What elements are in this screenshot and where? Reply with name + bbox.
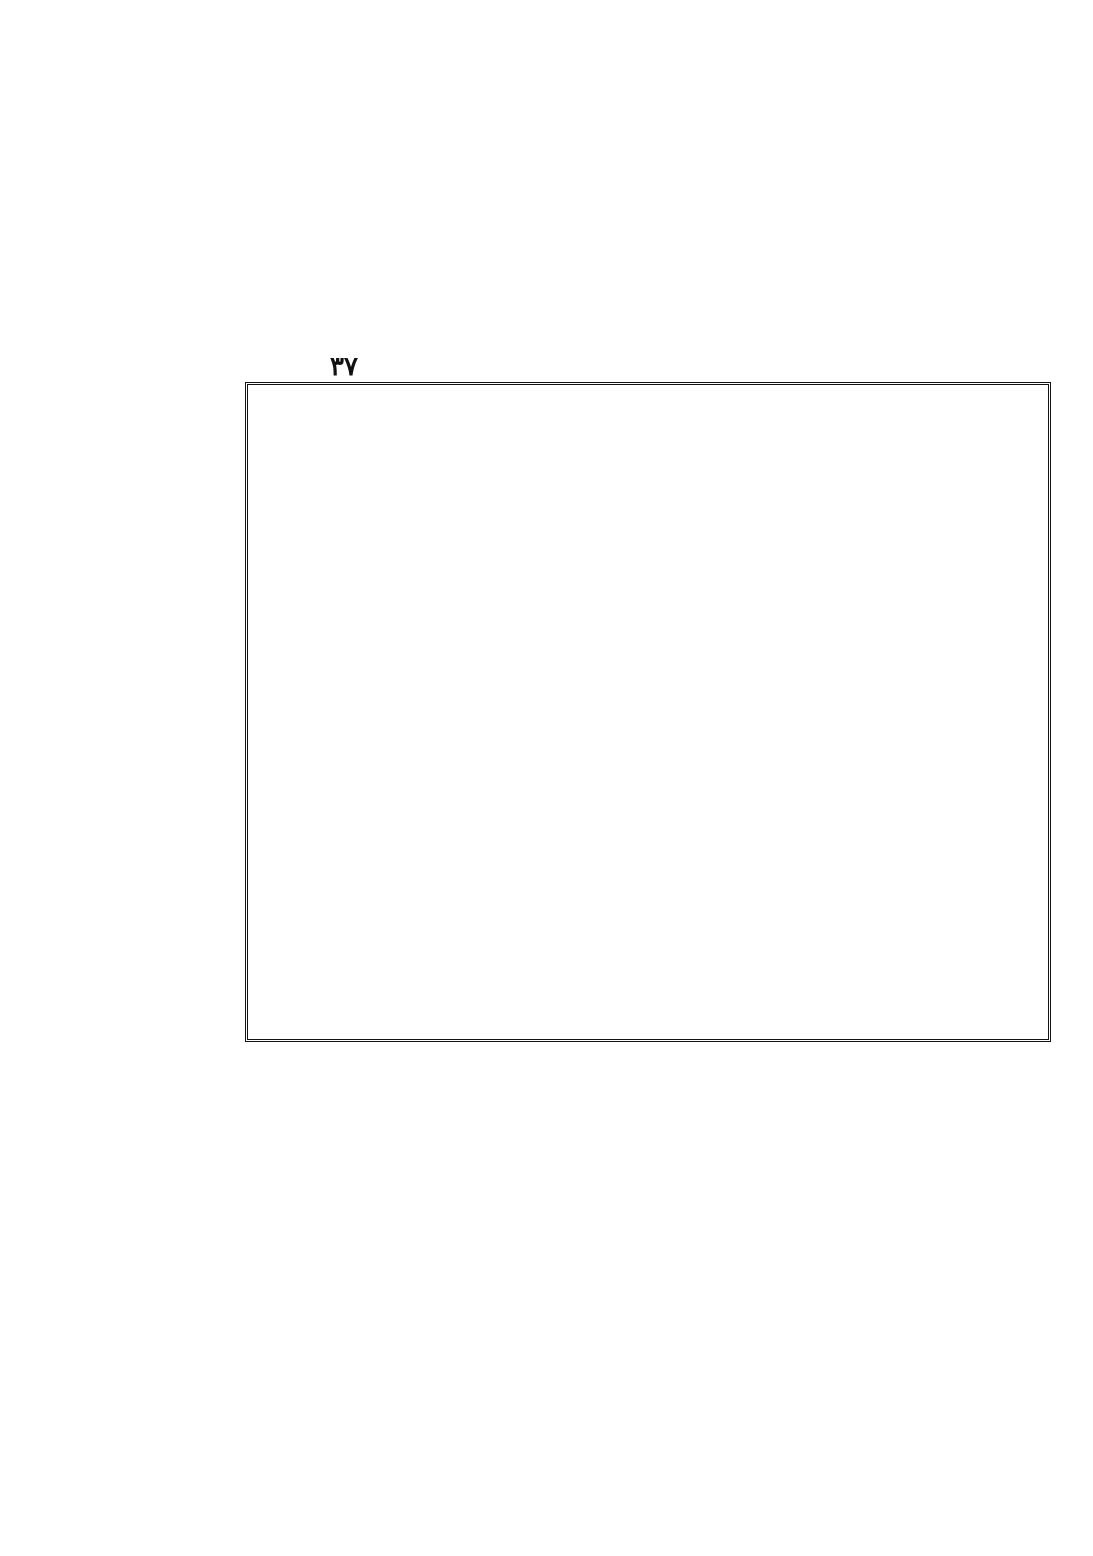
side-column xyxy=(55,400,235,1045)
bottom-text xyxy=(65,1052,1035,1527)
commentary-text xyxy=(262,392,1038,1032)
top-text xyxy=(70,36,1030,376)
page-number: ٣٧ xyxy=(330,352,358,382)
